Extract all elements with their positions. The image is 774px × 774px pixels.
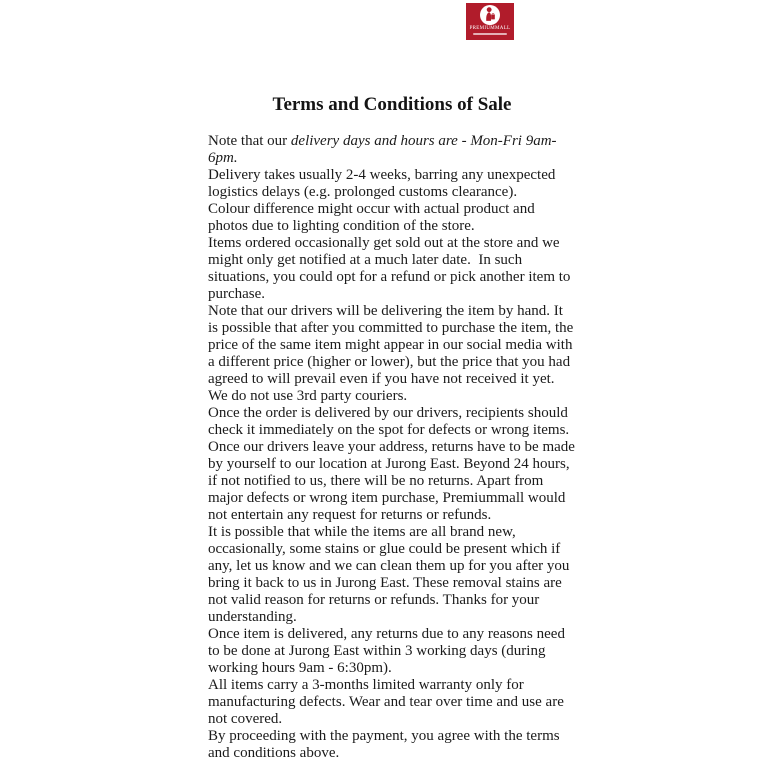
terms-paragraph [208,303,576,405]
terms-paragraph [208,201,576,235]
terms-paragraph [208,439,579,524]
terms-text: Items ordered occasionally get sold out at the store and we might only get notified at a much later date. In such situations, you could opt for a refund or pick another item to purchase. [208,235,575,302]
terms-paragraph [208,133,576,167]
terms-text: Note that our drivers will be delivering the item by hand. It is possible that after you committed to purchase the item, the price of the same item might appear in our social media with a different price (higher or lower), but the price that you had agreed to will prevail even if you have not received it yet. We do not use 3rd party couriers. [208,303,578,404]
logo-brand-text: PREMIUMMALL [469,26,511,31]
page-title: Terms and Conditions of Sale [272,94,512,115]
terms-paragraph [208,677,576,728]
terms-paragraph [208,626,576,677]
terms-text: Once our drivers leave your address, returns have to be made by yourself to our location at Jurong East. Beyond 24 hours, if not notified to us, there will be no returns. Apart from major defects or wrong item purchase, Premiummall would not entertain any request for returns or refunds. [208,439,579,523]
terms-text: It is possible that while the items are all brand new, occasionally, some stains or glue could be present which if any, let us know and we can clean them up for you after you bring it back to us in Jurong East. These removal stains are not valid reason for returns or refunds. Thanks for your understanding. [208,524,574,625]
terms-paragraph [208,524,576,626]
terms-body [208,133,579,762]
terms-document [208,94,579,762]
terms-text: Once the order is delivered by our drivers, recipients should check it immediately on the spot for defects or wrong items. [208,405,572,438]
logo-tagline [473,33,507,35]
woman-shopper-silhouette-icon [480,5,500,25]
terms-paragraph [208,167,576,201]
terms-text: Note that our [208,133,291,149]
terms-text-italic: delivery days and hours are - Mon-Fri 9am-6pm. [208,133,557,166]
terms-paragraph [208,235,576,303]
terms-text: All items carry a 3-months limited warranty only for manufacturing defects. Wear and tear over time and use are not covered. [208,677,568,727]
terms-text: Delivery takes usually 2-4 weeks, barring any unexpected logistics delays (e.g. prolonged customs clearance). [208,167,560,200]
terms-text: Colour difference might occur with actual product and photos due to lighting condition of the store. [208,201,539,234]
terms-text: Once item is delivered, any returns due to any reasons need to be done at Jurong East within 3 working days (during working hours 9am - 6:30pm). [208,626,569,676]
terms-paragraph [208,405,576,439]
terms-paragraph [208,728,576,762]
terms-text: By proceeding with the payment, you agree with the terms and conditions above. [208,728,564,761]
premiummall-logo [466,3,514,40]
